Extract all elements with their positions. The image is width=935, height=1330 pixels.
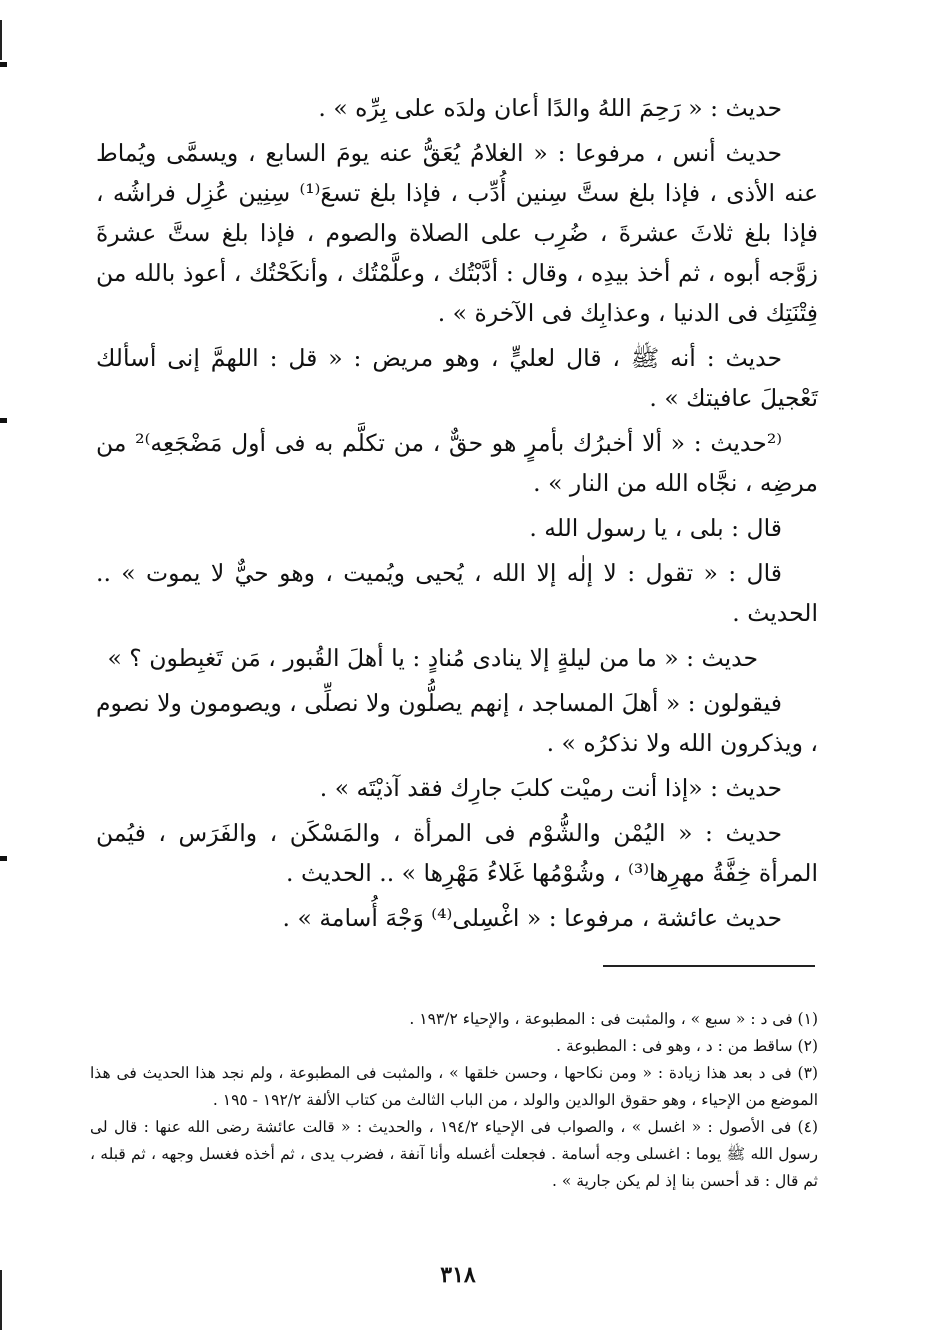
hadith-paragraph: ⁽²حديث : « ألا أخبرُك بأمرٍ هو حقٌّ ، من تكلَّم به فى أول مَضْجَعِه⁾² من مرضِه ، نجَّاه الله من النار » . — [96, 429, 818, 497]
scan-margin-mark — [0, 856, 7, 861]
hadith-paragraph: حديث : « رَحِمَ اللهُ والدًا أعان ولدَه على بِرِّه » . — [318, 94, 782, 122]
footnote-2: (٢) ساقط من : د ، وهو فى : المطبوعة . — [556, 1037, 818, 1055]
footnotes — [90, 1006, 818, 1195]
footnote-4: (٤) فى الأصول : « اغسل » ، والصواب فى الإحياء ١٩٤/٢ ، والحديث : « قالت عائشة رضى الله عنها : قال لى رسول الله ﷺ يوما : اغسلى وجه أسامة . فجعلت أغسله وأنا آنفة ، فضرب يدى ، ثم أخذه فغسل وجهه ، ثم قبله ، ثم قال : قد أحسن بنا إذ لم يكن جارية » . — [90, 1118, 818, 1190]
hadith-paragraph: حديث أنس ، مرفوعا : « الغلامُ يُعَقُّ عنه يومَ السابع ، ويسمَّى ويُماط عنه الأذى ، فإذا بلغ ستَّ سِنين أُدِّب ، فإذا بلغ تسعَ⁽¹⁾ سِنِين عُزِل فراشُه ، فإذا بلغ ثلاثَ عشرةَ ، ضُرِب على الصلاة والصوم ، فإذا بلغ ستَّ عشرةَ زوَّجه أبوه ، ثم أخذ بيدِه ، وقال : أدَّبْتُك ، وعلَّمْتُك ، وأنكَحْتُك ، أعوذ بالله من فِتْنَتِك فى الدنيا ، وعذابِك فى الآخرة » . — [96, 139, 818, 327]
hadith-paragraph: حديث : أنه ﷺ ، قال لعليٍّ ، وهو مريض : « قل : اللهمَّ إنى أسألك تَعْجيلَ عافيتك » . — [96, 344, 818, 412]
scan-margin-mark — [0, 418, 7, 423]
hadith-paragraph: حديث عائشة ، مرفوعا : « اغْسِلى⁽⁴⁾ وَجْهَ أُسامة » . — [282, 904, 782, 932]
hadith-paragraph: قال : « تقول : لا إلٰه إلا الله ، يُحيى ويُميت ، وهو حيٌّ لا يموت » .. الحديث . — [96, 559, 818, 627]
hadith-paragraph: حديث : «إذا أنت رميْت كلبَ جارِك فقد آذيْتَه » . — [319, 774, 782, 802]
hadith-paragraph: قال : بلى ، يا رسول الله . — [529, 514, 782, 542]
scan-margin-mark — [0, 62, 7, 67]
page-number: ٣١٨ — [440, 1262, 476, 1288]
hadith-paragraph: حديث : « اليُمْن والشُّوْم فى المرأة ، والمَسْكَن ، والفَرَس ، فيُمن المرأة خِفَّةُ مهرِها⁽³⁾ ، وشُوْمُها غَلاءُ مَهْرِها » .. الحديث . — [96, 819, 818, 887]
hadith-paragraph: حديث : « ما من ليلةٍ إلا ينادى مُنادٍ : يا أهلَ القُبور ، مَن تَغبِطون ؟ » — [107, 644, 758, 672]
footnote-separator — [603, 965, 815, 967]
scan-edge-line — [0, 1270, 2, 1330]
hadith-paragraph: فيقولون : « أهلَ المساجد ، إنهم يصلُّون ولا نصلِّى ، ويصومون ولا نصوم ، ويذكرون الله ولا نذكرُه » . — [96, 689, 818, 757]
footnote-3: (٣) فى د بعد هذا زيادة : « ومن نكاحها ، وحسن خلقها » ، والمثبت فى المطبوعة ، ولم نجد هذا الحديث فى هذا الموضع من الإحياء ، وهو حقوق الوالدين والولد ، من الباب الثالث من كتاب الألفة ١٩٢/٢ - ١٩٥ . — [90, 1064, 818, 1109]
footnote-1: (١) فى د : « سبع » ، والمثبت فى : المطبوعة ، والإحياء ١٩٣/٢ . — [409, 1010, 818, 1028]
scan-edge-line — [0, 20, 2, 60]
main-text-body — [96, 88, 818, 943]
